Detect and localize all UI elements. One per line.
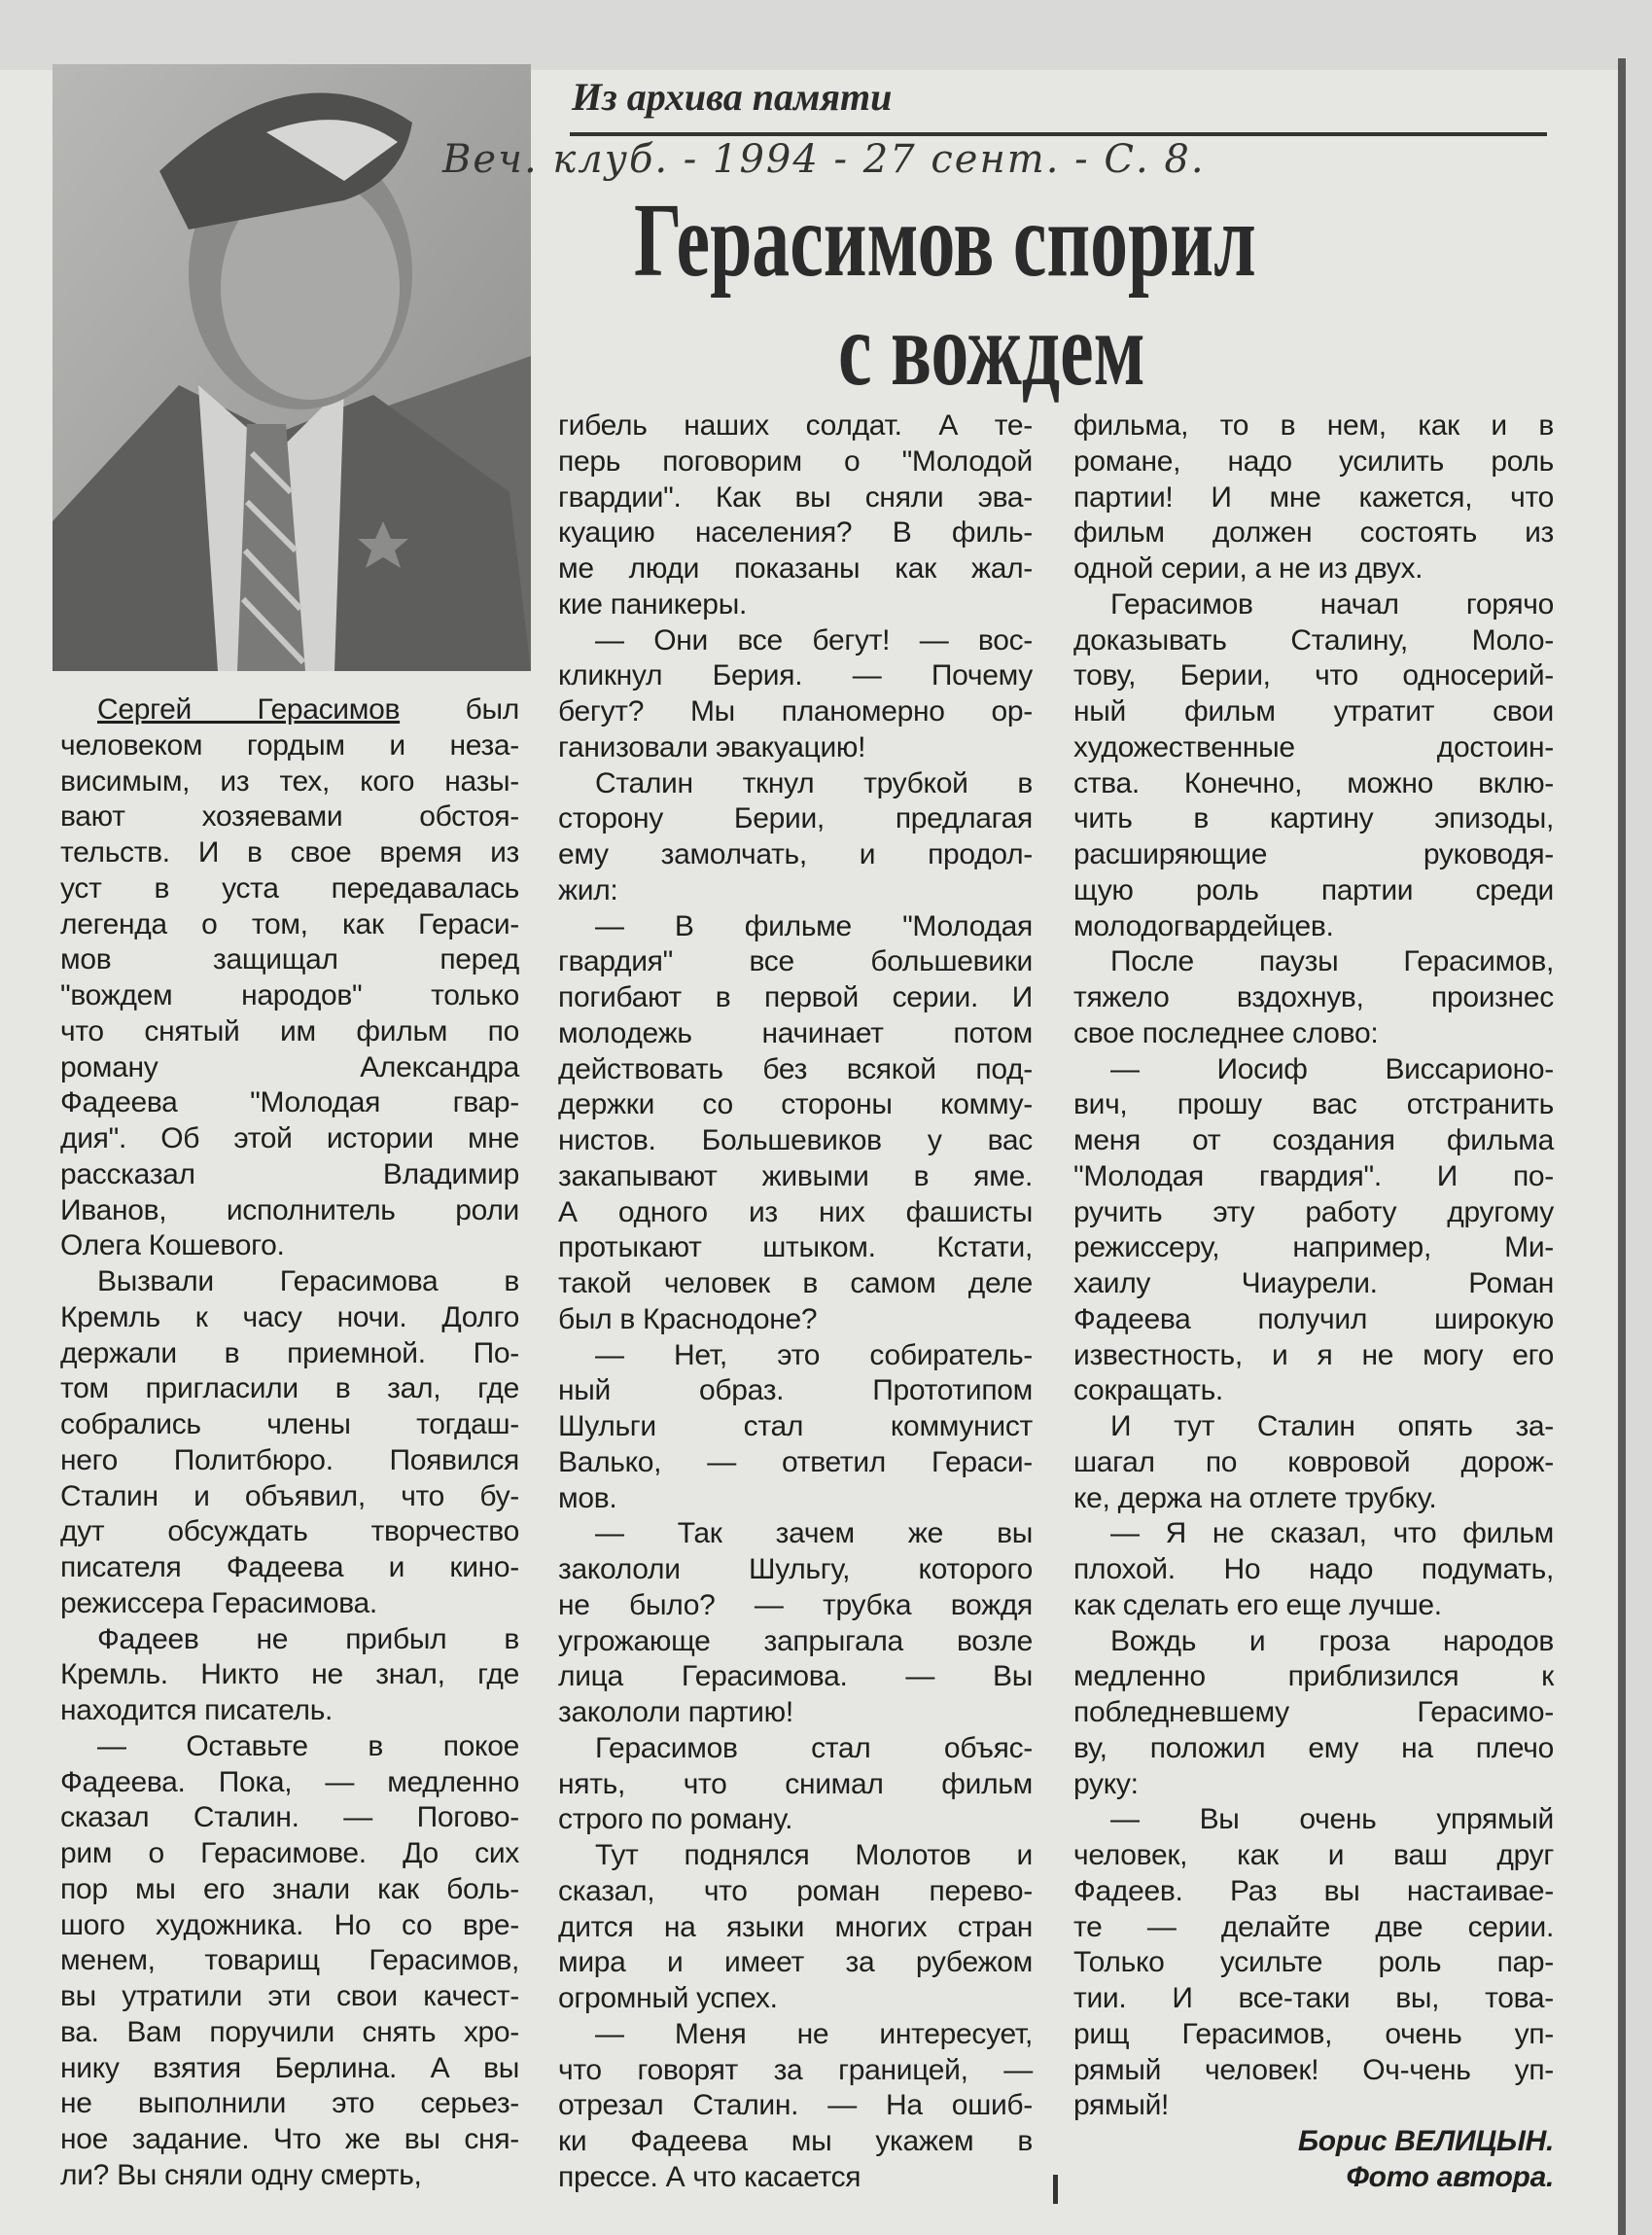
article-line: Валько, — ответил Гераси- [558,1445,1033,1478]
article-line: тии. И все-таки вы, това- [1073,1982,1554,2014]
article-line: гибель наших солдат. А те- [558,409,1033,442]
article-line: Вызвали Герасимова в [97,1265,519,1297]
article-line: ли? Вы сняли одну смерть, [60,2158,422,2191]
article-line: собрались члены тогдаш- [60,1408,519,1440]
article-line: вич, прошу вас отстранить [1073,1088,1554,1121]
article-line: ва. Вам поручили снять хро- [60,2015,519,2048]
article-line: "Молодая гвардия". И по- [1073,1159,1554,1192]
article-line: дится на языки многих стран [558,1910,1033,1943]
article-line: пор мы его знали как боль- [60,1872,519,1905]
photo-credit: Фото автора. [1346,2160,1554,2193]
article-line: Сталин ткнул трубкой в [595,766,1033,799]
article-line: рямый! [1073,2089,1170,2122]
article-line: держки со стороны комму- [558,1088,1033,1121]
article-line: Кремль к часу ночи. Долго [60,1300,519,1333]
article-line: легенда о том, как Гераси- [60,907,519,940]
headline-line-2: с вождем [838,292,1145,408]
article-line: романе, надо усилить роль [1073,444,1554,478]
article-line: молодежь начинает потом [558,1016,1033,1049]
article-line: "вождем народов" только [60,979,519,1011]
article-line: как сделать его еще лучше. [1073,1588,1442,1621]
article-line: прессе. А что касается [558,2160,861,2193]
article-line: что снятый им фильм по [60,1014,519,1047]
article-line: человеком гордым и неза- [60,728,519,762]
article-line: сторону Берии, предлагая [558,802,1033,835]
article-line: ганизовали эвакуацию! [558,730,866,763]
article-line: дия". Об этой истории мне [60,1122,519,1154]
article-line: нику взятия Берлина. А вы [60,2051,519,2084]
article-line: — Нет, это собиратель- [595,1338,1033,1371]
article-line: те — делайте две серии. [1073,1910,1554,1943]
article-line: — Оставьте в покое [97,1729,519,1762]
article-column-3 [1073,408,1554,2196]
article-line: — Они все бегут! — вос- [595,623,1033,656]
article-line: гвардии". Как вы сняли эва- [558,480,1033,514]
article-line: действовать без всякой под- [558,1052,1033,1085]
article-line: Герасимов стал объяс- [595,1731,1033,1764]
article-line: ства. Конечно, можно вклю- [1073,766,1554,799]
article-line: протыкают штыком. Кстати, [558,1231,1033,1264]
author-byline: Борис ВЕЛИЦЫН. [1297,2125,1554,2157]
article-line: висимым, из тех, кого назы- [60,764,519,798]
article-line: Только усильте роль пар- [1073,1946,1554,1979]
article-line: гвардия" все большевики [558,945,1033,978]
article-column-1 [60,692,519,2194]
article-line: — Иосиф Виссарионо- [1110,1052,1554,1085]
article-line: партии! И мне кажется, что [1073,480,1554,514]
article-line: плохой. Но надо подумать, [1073,1553,1554,1585]
article-line: Фадеева "Молодая гвар- [60,1086,519,1119]
article-line: — Я не сказал, что фильм [1110,1517,1554,1550]
article-line: чить в картину эпизоды, [1073,802,1554,835]
article-line: писателя Фадеева и кино- [60,1551,519,1583]
article-line: ву, положил ему на плечо [1073,1731,1554,1764]
handwritten-source-note: Веч. клуб. - 1994 - 27 сент. - С. 8. [442,137,1206,182]
article-line: режиссеру, например, Ми- [1073,1231,1554,1264]
article-line: хаилу Чиаурели. Роман [1073,1267,1554,1299]
article-line: Шульги стал коммунист [558,1410,1033,1442]
article-line: щую роль партии среди [1073,873,1554,906]
article-line: одной серии, а не из двух. [1073,552,1424,585]
article-line: человек, как и ваш друг [1073,1839,1554,1871]
article-line: ему замолчать, и продол- [558,838,1033,870]
article-line: закололи Шульгу, которого [558,1553,1033,1585]
article-line: мира и имеет за рубежом [558,1946,1033,1979]
article-line: рищ Герасимов, очень уп- [1073,2017,1554,2050]
article-line: Фадеева получил широкую [1073,1302,1554,1335]
article-line: отрезал Сталин. — На ошиб- [558,2089,1033,2122]
article-line: рассказал Владимир [60,1157,519,1190]
article-line: А одного из них фашисты [558,1195,1033,1228]
article-line: был в Краснодоне? [558,1302,818,1335]
article-line: бегут? Мы планомерно ор- [558,695,1033,727]
article-line: нять, что снимал фильм [558,1767,1033,1800]
article-line: менем, товарищ Герасимов, [60,1944,519,1977]
article-line: фильм должен состоять из [1073,516,1554,550]
article-line: ный образ. Прототипом [558,1374,1033,1407]
article-line: Кремль. Никто не знал, где [60,1658,519,1691]
article-line: строго по роману. [558,1803,793,1836]
article-line: закололи партию! [558,1696,793,1728]
article-line: Фадеев. Раз вы настаивае- [1073,1874,1554,1907]
article-line: мов защищал перед [60,943,519,976]
article-line: находится писатель. [60,1694,334,1726]
article-line: уст в уста передавалась [60,871,519,905]
article-line: него Политбюро. Появился [60,1443,519,1476]
article-line: расширяющие руководя- [1073,838,1554,870]
header-rule [570,132,1547,136]
article-line: художественные достоин- [1073,730,1554,763]
article-line: такой человек в самом деле [558,1267,1033,1299]
article-line: вают хозяевами обстоя- [60,800,519,834]
article-line: тельств. И в свое время из [60,836,519,869]
article-line: не было? — трубка вождя [558,1588,1033,1621]
article-line: ке, держа на отлете трубку. [1073,1481,1437,1514]
article-line: перь поговорим о "Молодой [558,444,1033,478]
clipping-border [1618,58,1626,2235]
article-line: И тут Сталин опять за- [1110,1410,1554,1442]
article-line: свое последнее слово: [1073,1016,1379,1049]
article-line: побледневшему Герасимо- [1073,1696,1554,1728]
article-line: шагал по ковровой дорож- [1073,1445,1554,1478]
article-line: руку: [1073,1767,1139,1800]
article-line: меня от создания фильма [1073,1124,1554,1156]
article-line: молодогвардейцев. [1073,909,1334,942]
article-line: мов. [558,1481,617,1514]
article-line: — В фильме "Молодая [595,909,1033,942]
article-line: ме люди показаны как жал- [558,552,1033,585]
subject-name-underlined: Сергей Герасимов [97,693,401,726]
article-line: погибают в первой серии. И [558,981,1033,1013]
article-line: сказал, что роман перево- [558,1874,1033,1907]
article-line: ное задание. Что же вы сня- [60,2123,519,2155]
article-line: огромный успех. [558,1982,778,2014]
column-cut-mark [1053,2175,1058,2204]
article-line: Олега Кошевого. [60,1229,285,1262]
article-line: После паузы Герасимов, [1110,945,1554,978]
headline-line-1: Герасимов спорил [634,183,1256,299]
article-line: кие паникеры. [558,587,747,621]
article-line: тяжело вздохнув, произнес [1073,981,1554,1013]
article-line: режиссера Герасимова. [60,1586,377,1619]
article-line: медленно приблизился к [1073,1660,1554,1693]
article-line: Фадеева. Пока, — медленно [60,1765,519,1798]
article-line: лица Герасимова. — Вы [558,1660,1033,1693]
article-column-2 [558,408,1033,2196]
article-line: — Так зачем же вы [595,1517,1033,1550]
article-line: фильма, то в нем, как и в [1073,409,1554,442]
article-line: рим о Герасимове. До сих [60,1837,519,1869]
article-line: ки Фадеева мы укажем в [558,2125,1033,2157]
article-line: угрожающе запрыгала возле [558,1624,1033,1657]
article-line: Фадеев не прибыл в [97,1622,519,1655]
article-line: тову, Берии, что односерий- [1073,659,1554,692]
article-line: Сталин и объявил, что бу- [60,1479,519,1512]
article-line: том пригласили в зал, где [60,1372,519,1405]
article-line: жил: [558,873,618,906]
article-line: Сергей Герасимов был [97,693,520,726]
article-line: известность, и я не могу его [1073,1338,1554,1371]
article-line: Герасимов начал горячо [1110,587,1554,621]
article-line: вы утратили эти свои качест- [60,1980,519,2012]
article-line: держали в приемной. По- [60,1336,519,1369]
article-line: Иванов, исполнитель роли [60,1193,519,1226]
article-line: шого художника. Но со вре- [60,1908,519,1941]
article-line: сказал Сталин. — Погово- [60,1801,519,1834]
article-line: сокращать. [1073,1374,1223,1407]
article-line: рямый человек! Оч-чень уп- [1073,2053,1554,2086]
article-line: что говорят за границей, — [558,2053,1033,2086]
section-rubric: Из архива памяти [572,75,893,119]
article-line: куацию населения? В филь- [558,516,1033,550]
article-line: ный фильм утратит свои [1073,695,1554,727]
article-line: нистов. Большевиков у вас [558,1124,1033,1156]
article-line: кликнул Берия. — Почему [558,659,1033,692]
article-line: — Вы очень упрямый [1110,1803,1554,1836]
article-line: не выполнили это серьез- [60,2087,519,2120]
article-line: ручить эту работу другому [1073,1195,1554,1228]
article-line: дут обсуждать творчество [60,1515,519,1548]
article-line: Тут поднялся Молотов и [595,1839,1033,1871]
article-line: закапывают живыми в яме. [558,1159,1033,1192]
article-line: — Меня не интересует, [595,2017,1033,2050]
article-line: доказывать Сталину, Моло- [1073,623,1554,656]
article-line: Вождь и гроза народов [1110,1624,1554,1657]
article-line: роману Александра [60,1050,519,1083]
